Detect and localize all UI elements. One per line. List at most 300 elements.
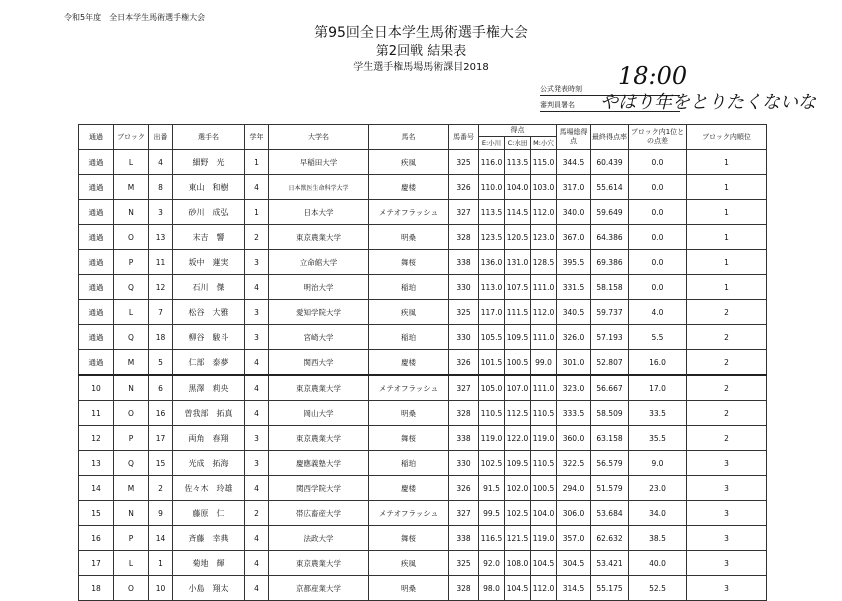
cell-grade: 4 xyxy=(245,476,269,501)
cell-horse: メテオフラッシュ xyxy=(369,375,449,401)
cell-judge-e: 136.0 xyxy=(479,250,505,275)
cell-result: 通過 xyxy=(79,275,114,300)
cell-rider: 光成 拓海 xyxy=(173,451,245,476)
cell-judge-m: 111.0 xyxy=(531,375,557,401)
cell-grade: 4 xyxy=(245,551,269,576)
cell-result: 通過 xyxy=(79,300,114,325)
cell-block: L xyxy=(114,551,149,576)
col-judge-e: E:小川 xyxy=(479,137,505,150)
cell-rank: 3 xyxy=(687,551,767,576)
cell-diff: 23.0 xyxy=(629,476,687,501)
cell-result: 18 xyxy=(79,576,114,601)
cell-rider: 両角 春翔 xyxy=(173,426,245,451)
cell-result: 通過 xyxy=(79,225,114,250)
cell-judge-e: 105.5 xyxy=(479,325,505,350)
cell-block: Q xyxy=(114,451,149,476)
cell-order: 2 xyxy=(149,476,173,501)
cell-university: 愛知学院大学 xyxy=(269,300,369,325)
cell-judge-e: 99.5 xyxy=(479,501,505,526)
cell-block: P xyxy=(114,250,149,275)
cell-judge-e: 123.5 xyxy=(479,225,505,250)
cell-total: 314.5 xyxy=(557,576,591,601)
cell-total: 304.5 xyxy=(557,551,591,576)
cell-order: 11 xyxy=(149,250,173,275)
cell-judge-c: 114.5 xyxy=(505,200,531,225)
cell-order: 9 xyxy=(149,501,173,526)
cell-grade: 4 xyxy=(245,576,269,601)
cell-judge-m: 103.0 xyxy=(531,175,557,200)
table-row xyxy=(79,250,767,275)
cell-rank: 2 xyxy=(687,375,767,401)
cell-result: 16 xyxy=(79,526,114,551)
cell-result: 11 xyxy=(79,401,114,426)
cell-total: 395.5 xyxy=(557,250,591,275)
cell-result: 通過 xyxy=(79,150,114,175)
cell-block: O xyxy=(114,401,149,426)
cell-university: 慶應義塾大学 xyxy=(269,451,369,476)
cell-block: N xyxy=(114,375,149,401)
cell-result: 12 xyxy=(79,426,114,451)
cell-horse: 慶楼 xyxy=(369,350,449,376)
cell-order: 12 xyxy=(149,275,173,300)
table-row xyxy=(79,401,767,426)
table-row xyxy=(79,426,767,451)
cell-judge-m: 112.0 xyxy=(531,200,557,225)
cell-rider: 小島 翔太 xyxy=(173,576,245,601)
cell-diff: 38.5 xyxy=(629,526,687,551)
cell-judge-m: 111.0 xyxy=(531,325,557,350)
cell-order: 10 xyxy=(149,576,173,601)
cell-final: 60.439 xyxy=(591,150,629,175)
table-row xyxy=(79,501,767,526)
cell-result: 通過 xyxy=(79,200,114,225)
cell-judge-e: 117.0 xyxy=(479,300,505,325)
cell-university: 宮崎大学 xyxy=(269,325,369,350)
cell-block: M xyxy=(114,476,149,501)
cell-rider: 佐々木 玲雄 xyxy=(173,476,245,501)
cell-final: 57.193 xyxy=(591,325,629,350)
cell-diff: 5.5 xyxy=(629,325,687,350)
cell-judge-m: 112.0 xyxy=(531,576,557,601)
cell-block: Q xyxy=(114,275,149,300)
cell-judge-e: 116.0 xyxy=(479,150,505,175)
col-grade: 学年 xyxy=(245,125,269,150)
cell-horse: 稲珀 xyxy=(369,275,449,300)
table-header-row xyxy=(79,125,767,137)
cell-total: 333.5 xyxy=(557,401,591,426)
cell-rider: 柳谷 駿斗 xyxy=(173,325,245,350)
cell-rider: 曽我部 拓真 xyxy=(173,401,245,426)
handwritten-time: 18:00 xyxy=(618,62,688,90)
cell-diff: 35.5 xyxy=(629,426,687,451)
cell-judge-m: 112.0 xyxy=(531,300,557,325)
cell-rank: 2 xyxy=(687,325,767,350)
cell-horse-number: 325 xyxy=(449,551,479,576)
cell-order: 1 xyxy=(149,551,173,576)
cell-horse-number: 326 xyxy=(449,476,479,501)
table-row xyxy=(79,150,767,175)
cell-rank: 2 xyxy=(687,401,767,426)
cell-final: 56.579 xyxy=(591,451,629,476)
official-time-label: 公式発表時刻 xyxy=(540,84,680,96)
cell-grade: 4 xyxy=(245,401,269,426)
cell-diff: 16.0 xyxy=(629,350,687,376)
cell-final: 58.509 xyxy=(591,401,629,426)
cell-total: 306.0 xyxy=(557,501,591,526)
cell-horse-number: 328 xyxy=(449,576,479,601)
cell-diff: 0.0 xyxy=(629,150,687,175)
cell-judge-c: 100.5 xyxy=(505,350,531,376)
cell-total: 326.0 xyxy=(557,325,591,350)
document-header-note: 令和5年度 全日本学生馬術選手権大会 xyxy=(64,13,206,22)
cell-final: 62.632 xyxy=(591,526,629,551)
handwritten-signature: やはり年をとりたくないな xyxy=(600,92,816,113)
cell-rider: 末吉 響 xyxy=(173,225,245,250)
cell-grade: 3 xyxy=(245,325,269,350)
cell-horse-number: 338 xyxy=(449,526,479,551)
cell-horse: 舞桜 xyxy=(369,250,449,275)
cell-horse: メテオフラッシュ xyxy=(369,200,449,225)
cell-order: 5 xyxy=(149,350,173,376)
table-row xyxy=(79,325,767,350)
cell-rider: 斉藤 幸典 xyxy=(173,526,245,551)
cell-judge-m: 111.0 xyxy=(531,275,557,300)
table-row xyxy=(79,350,767,376)
cell-diff: 0.0 xyxy=(629,225,687,250)
cell-judge-e: 98.0 xyxy=(479,576,505,601)
cell-judge-e: 116.5 xyxy=(479,526,505,551)
cell-order: 14 xyxy=(149,526,173,551)
col-total: 馬場総得点 xyxy=(557,125,591,150)
cell-judge-c: 121.5 xyxy=(505,526,531,551)
cell-horse-number: 330 xyxy=(449,451,479,476)
cell-horse-number: 325 xyxy=(449,150,479,175)
cell-university: 東京農業大学 xyxy=(269,426,369,451)
referee-signature-label: 審判員署名 xyxy=(540,100,680,112)
cell-judge-e: 119.0 xyxy=(479,426,505,451)
cell-horse-number: 325 xyxy=(449,300,479,325)
cell-rider: 細野 光 xyxy=(173,150,245,175)
cell-university: 関西学院大学 xyxy=(269,476,369,501)
cell-total: 340.0 xyxy=(557,200,591,225)
cell-rank: 1 xyxy=(687,275,767,300)
cell-rank: 2 xyxy=(687,350,767,376)
cell-order: 8 xyxy=(149,175,173,200)
cell-university: 日本獣医生命科学大学 xyxy=(269,175,369,200)
cell-judge-c: 120.5 xyxy=(505,225,531,250)
cell-judge-m: 119.0 xyxy=(531,426,557,451)
cell-rider: 藤原 仁 xyxy=(173,501,245,526)
col-horse: 馬名 xyxy=(369,125,449,150)
cell-result: 10 xyxy=(79,375,114,401)
cell-university: 帯広畜産大学 xyxy=(269,501,369,526)
cell-horse: 稲珀 xyxy=(369,325,449,350)
cell-result: 17 xyxy=(79,551,114,576)
cell-horse-number: 330 xyxy=(449,275,479,300)
round-title: 第2回戦 結果表 xyxy=(375,44,467,59)
cell-total: 344.5 xyxy=(557,150,591,175)
cell-diff: 0.0 xyxy=(629,275,687,300)
cell-grade: 3 xyxy=(245,451,269,476)
col-university: 大学名 xyxy=(269,125,369,150)
cell-horse: 明桑 xyxy=(369,225,449,250)
cell-order: 3 xyxy=(149,200,173,225)
cell-final: 52.807 xyxy=(591,350,629,376)
table-row xyxy=(79,200,767,225)
cell-university: 関西大学 xyxy=(269,350,369,376)
cell-university: 法政大学 xyxy=(269,526,369,551)
cell-judge-e: 113.0 xyxy=(479,275,505,300)
cell-grade: 1 xyxy=(245,200,269,225)
cell-rider: 松谷 大雅 xyxy=(173,300,245,325)
cell-rank: 1 xyxy=(687,175,767,200)
cell-result: 通過 xyxy=(79,325,114,350)
cell-judge-c: 107.0 xyxy=(505,375,531,401)
cell-final: 51.579 xyxy=(591,476,629,501)
cell-university: 明治大学 xyxy=(269,275,369,300)
cell-total: 357.0 xyxy=(557,526,591,551)
cell-grade: 3 xyxy=(245,250,269,275)
cell-block: O xyxy=(114,225,149,250)
cell-block: Q xyxy=(114,325,149,350)
col-block: ブロック xyxy=(114,125,149,150)
cell-diff: 34.0 xyxy=(629,501,687,526)
cell-diff: 17.0 xyxy=(629,375,687,401)
cell-rider: 坂中 蓮実 xyxy=(173,250,245,275)
cell-judge-m: 110.5 xyxy=(531,451,557,476)
cell-judge-c: 104.0 xyxy=(505,175,531,200)
cell-order: 15 xyxy=(149,451,173,476)
cell-judge-e: 110.0 xyxy=(479,175,505,200)
cell-order: 17 xyxy=(149,426,173,451)
cell-university: 日本大学 xyxy=(269,200,369,225)
cell-horse: 慶楼 xyxy=(369,476,449,501)
cell-block: O xyxy=(114,576,149,601)
cell-diff: 33.5 xyxy=(629,401,687,426)
cell-judge-e: 101.5 xyxy=(479,350,505,376)
cell-total: 301.0 xyxy=(557,350,591,376)
cell-horse-number: 326 xyxy=(449,175,479,200)
table-row xyxy=(79,476,767,501)
event-title: 第95回全日本学生馬術選手権大会 xyxy=(314,25,528,41)
cell-final: 56.667 xyxy=(591,375,629,401)
cell-horse: 疾風 xyxy=(369,150,449,175)
cell-block: L xyxy=(114,300,149,325)
cell-block: N xyxy=(114,501,149,526)
cell-total: 294.0 xyxy=(557,476,591,501)
cell-result: 通過 xyxy=(79,250,114,275)
table-row xyxy=(79,300,767,325)
cell-diff: 0.0 xyxy=(629,200,687,225)
cell-judge-c: 112.5 xyxy=(505,401,531,426)
table-row xyxy=(79,576,767,601)
cell-judge-m: 104.5 xyxy=(531,551,557,576)
cell-horse-number: 326 xyxy=(449,350,479,376)
cell-grade: 3 xyxy=(245,426,269,451)
cell-block: N xyxy=(114,200,149,225)
cell-block: L xyxy=(114,150,149,175)
cell-order: 16 xyxy=(149,401,173,426)
cell-horse-number: 327 xyxy=(449,200,479,225)
cell-grade: 2 xyxy=(245,501,269,526)
cell-university: 東京農業大学 xyxy=(269,375,369,401)
cell-horse: 疾風 xyxy=(369,551,449,576)
cell-judge-m: 104.0 xyxy=(531,501,557,526)
table-row xyxy=(79,275,767,300)
cell-grade: 4 xyxy=(245,350,269,376)
cell-rank: 2 xyxy=(687,426,767,451)
cell-rank: 1 xyxy=(687,250,767,275)
cell-horse: 稲珀 xyxy=(369,451,449,476)
cell-judge-e: 113.5 xyxy=(479,200,505,225)
cell-diff: 0.0 xyxy=(629,250,687,275)
cell-total: 322.5 xyxy=(557,451,591,476)
cell-judge-e: 91.5 xyxy=(479,476,505,501)
cell-grade: 4 xyxy=(245,526,269,551)
col-order: 出番 xyxy=(149,125,173,150)
table-row xyxy=(79,225,767,250)
cell-judge-e: 105.0 xyxy=(479,375,505,401)
cell-result: 13 xyxy=(79,451,114,476)
cell-rider: 東山 和樹 xyxy=(173,175,245,200)
table-row xyxy=(79,451,767,476)
table-row xyxy=(79,375,767,401)
table-row xyxy=(79,526,767,551)
cell-judge-m: 110.5 xyxy=(531,401,557,426)
cell-judge-c: 122.0 xyxy=(505,426,531,451)
cell-judge-c: 102.0 xyxy=(505,476,531,501)
cell-rank: 3 xyxy=(687,476,767,501)
cell-total: 317.0 xyxy=(557,175,591,200)
cell-order: 6 xyxy=(149,375,173,401)
cell-grade: 4 xyxy=(245,275,269,300)
cell-horse: 舞桜 xyxy=(369,426,449,451)
cell-judge-e: 110.5 xyxy=(479,401,505,426)
col-rider: 選手名 xyxy=(173,125,245,150)
cell-horse-number: 328 xyxy=(449,401,479,426)
cell-judge-c: 111.5 xyxy=(505,300,531,325)
cell-judge-c: 107.5 xyxy=(505,275,531,300)
test-title: 学生選手権馬場馬術課目2018 xyxy=(353,62,489,73)
cell-judge-m: 128.5 xyxy=(531,250,557,275)
col-rank: ブロック内順位 xyxy=(687,125,767,150)
cell-horse: 舞桜 xyxy=(369,526,449,551)
cell-grade: 4 xyxy=(245,375,269,401)
cell-judge-c: 109.5 xyxy=(505,325,531,350)
cell-final: 59.649 xyxy=(591,200,629,225)
cell-diff: 9.0 xyxy=(629,451,687,476)
cell-rank: 1 xyxy=(687,150,767,175)
cell-rider: 石川 傑 xyxy=(173,275,245,300)
cell-judge-c: 113.5 xyxy=(505,150,531,175)
cell-horse-number: 338 xyxy=(449,426,479,451)
cell-horse-number: 330 xyxy=(449,325,479,350)
cell-order: 18 xyxy=(149,325,173,350)
cell-horse: 明桑 xyxy=(369,576,449,601)
cell-rider: 砂川 成弘 xyxy=(173,200,245,225)
cell-judge-m: 115.0 xyxy=(531,150,557,175)
cell-total: 323.0 xyxy=(557,375,591,401)
cell-horse: 慶楼 xyxy=(369,175,449,200)
cell-judge-m: 119.0 xyxy=(531,526,557,551)
cell-final: 53.684 xyxy=(591,501,629,526)
cell-final: 59.737 xyxy=(591,300,629,325)
col-judge-c: C:水田 xyxy=(505,137,531,150)
cell-result: 14 xyxy=(79,476,114,501)
cell-block: M xyxy=(114,350,149,376)
cell-result: 通過 xyxy=(79,175,114,200)
cell-horse-number: 327 xyxy=(449,501,479,526)
cell-judge-c: 104.5 xyxy=(505,576,531,601)
cell-final: 69.386 xyxy=(591,250,629,275)
cell-rider: 仁部 泰夢 xyxy=(173,350,245,376)
cell-judge-c: 102.5 xyxy=(505,501,531,526)
cell-horse: 明桑 xyxy=(369,401,449,426)
cell-diff: 0.0 xyxy=(629,175,687,200)
cell-university: 岡山大学 xyxy=(269,401,369,426)
cell-total: 331.5 xyxy=(557,275,591,300)
cell-judge-e: 102.5 xyxy=(479,451,505,476)
cell-grade: 1 xyxy=(245,150,269,175)
cell-order: 13 xyxy=(149,225,173,250)
cell-total: 367.0 xyxy=(557,225,591,250)
cell-diff: 52.5 xyxy=(629,576,687,601)
col-diff: ブロック内1位との点差 xyxy=(629,125,687,150)
cell-rider: 菊地 輝 xyxy=(173,551,245,576)
cell-horse-number: 327 xyxy=(449,375,479,401)
col-final: 最終得点率 xyxy=(591,125,629,150)
cell-rank: 3 xyxy=(687,501,767,526)
cell-block: M xyxy=(114,175,149,200)
cell-university: 立命館大学 xyxy=(269,250,369,275)
cell-judge-c: 108.0 xyxy=(505,551,531,576)
cell-grade: 2 xyxy=(245,225,269,250)
cell-university: 東京農業大学 xyxy=(269,551,369,576)
col-judge-m: M:小穴 xyxy=(531,137,557,150)
cell-horse-number: 328 xyxy=(449,225,479,250)
cell-block: P xyxy=(114,526,149,551)
cell-university: 東京農業大学 xyxy=(269,225,369,250)
cell-judge-c: 131.0 xyxy=(505,250,531,275)
col-score: 得点 xyxy=(479,125,557,137)
cell-horse-number: 338 xyxy=(449,250,479,275)
cell-horse: 疾風 xyxy=(369,300,449,325)
cell-rank: 3 xyxy=(687,526,767,551)
cell-final: 55.175 xyxy=(591,576,629,601)
cell-final: 63.158 xyxy=(591,426,629,451)
cell-result: 通過 xyxy=(79,350,114,376)
cell-total: 340.5 xyxy=(557,300,591,325)
cell-rank: 3 xyxy=(687,576,767,601)
cell-university: 京都産業大学 xyxy=(269,576,369,601)
cell-diff: 4.0 xyxy=(629,300,687,325)
cell-rider: 黒澤 莉央 xyxy=(173,375,245,401)
cell-final: 58.158 xyxy=(591,275,629,300)
cell-rank: 3 xyxy=(687,451,767,476)
cell-grade: 3 xyxy=(245,300,269,325)
col-horse-number: 馬番号 xyxy=(449,125,479,150)
cell-judge-c: 109.5 xyxy=(505,451,531,476)
cell-final: 53.421 xyxy=(591,551,629,576)
cell-diff: 40.0 xyxy=(629,551,687,576)
cell-order: 7 xyxy=(149,300,173,325)
cell-result: 15 xyxy=(79,501,114,526)
table-row xyxy=(79,175,767,200)
cell-rank: 1 xyxy=(687,200,767,225)
col-result: 通過 xyxy=(79,125,114,150)
cell-order: 4 xyxy=(149,150,173,175)
cell-judge-m: 99.0 xyxy=(531,350,557,376)
